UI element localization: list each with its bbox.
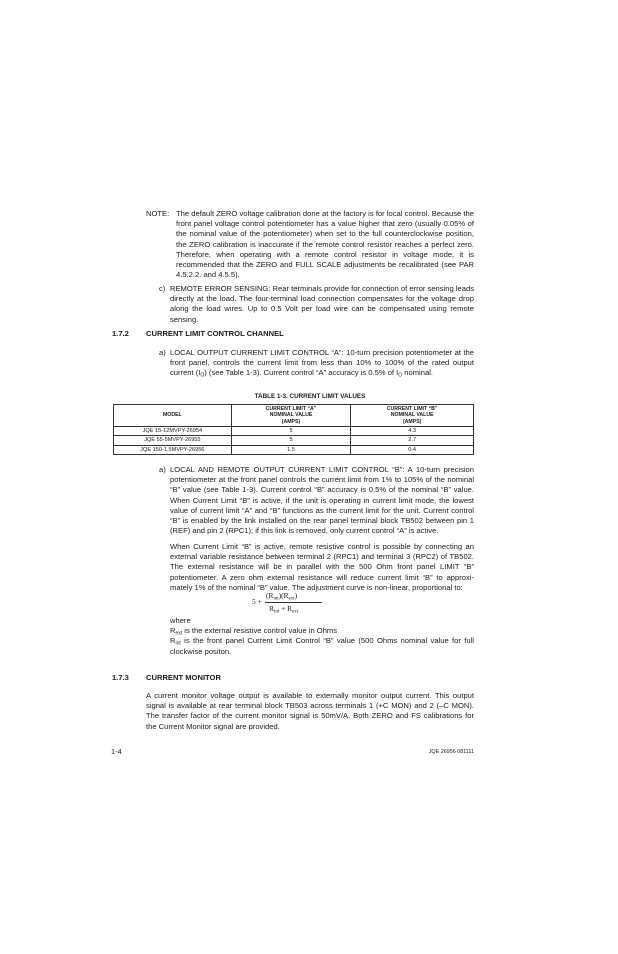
item-marker: c) <box>159 284 166 293</box>
remote-error-sensing-text: REMOTE ERROR SENSING: Rear terminals provide for connection of error sensing leads directly at the load. The four-terminal load connection compensates for the voltage drop along the load wires. Up to 0.5 Volt per load wire can be compensated using remote sensing. <box>170 284 474 324</box>
table-caption: TABLE 1-3. CURRENT LIMIT VALUES <box>254 393 366 400</box>
formula-numerator: $(R_{int})(R_{ext})$ <box>266 591 298 602</box>
table-cell: 2.7 <box>351 436 474 445</box>
where-word: where <box>170 616 191 625</box>
page-number: 1-4 <box>111 747 122 756</box>
document-id: JQE 26956 081111 <box>428 749 474 755</box>
column-header: CURRENT LIMIT “B” NOMINAL VALUE (AMPS) <box>351 405 474 427</box>
table-row <box>114 427 474 436</box>
table-row <box>114 436 474 445</box>
table-header-row <box>114 405 474 427</box>
current-limit-a-text: LOCAL OUTPUT CURRENT LIMIT CONTROL “A”: 10-turn precision potentiometer at the front panel, controls the current limit from less than 10% to 100% of the rated output current $(I_O)$ (see Table 1-3). Current control “A” accuracy is 0.5% of $I_O$ nominal. <box>170 348 474 379</box>
table-cell: JQE 150-1.5MVPY-26956 <box>114 445 232 454</box>
section-number: 1.7.3 <box>112 673 129 682</box>
table-cell: JQE 55-5MVPY-26955 <box>114 436 232 445</box>
current-limit-table <box>113 404 474 455</box>
column-header: CURRENT LIMIT “A” NOMINAL VALUE (AMPS) <box>231 405 351 427</box>
note-label: NOTE: <box>146 209 170 218</box>
section-title: CURRENT MONITOR <box>146 673 221 682</box>
section-title: CURRENT LIMIT CONTROL CHANNEL <box>146 329 284 338</box>
table-row <box>114 445 474 454</box>
item-marker: a) <box>159 348 166 357</box>
rint-definition: $R_{int}$ is the front panel Current Limit Control “B” value (500 Ohms nominal value for full clockwise positon. <box>170 636 474 656</box>
table-cell: 1.5 <box>231 445 351 454</box>
adjustment-formula <box>252 591 332 615</box>
note-text: The default ZERO voltage calibration done at the factory is for local control. Because the front panel voltage control potentiometer has a value higher that zero (usually 0.05% of the nominal value of the potentiometer) when set to the full counterclockwise position, the ZERO calibration is inaccurate if the remote control resistor reaches a perfect zero. Therefore, when operating with a remote control resistor in voltage mode, it is recommended that the ZERO and FULL SCALE adjustments be recalibrated (see PAR 4.5.2.2. and 4.5.5). <box>176 209 474 280</box>
section-number: 1.7.2 <box>112 329 129 338</box>
item-marker: a) <box>159 465 166 474</box>
table-cell: 5 <box>231 436 351 445</box>
formula-prefix: 5 + <box>252 597 262 606</box>
remote-resistive-control-paragraph: When Current Limit “B” is active, remote resistive control is possible by connecting an external variable resistance between terminal 2 (RPC1) and terminal 3 (RPC2) of TB502. The external resistance will be in parallel with the 500 Ohm front panel LIMIT “B” potentiometer. A zero ohm external resistance will reduce current limit “B” to approxi-mately 1% of the nominal “B” value. The adjustment curve is non-linear, proportional to: <box>170 542 474 592</box>
formula-denominator: $R_{int} + R_{ext}$ <box>269 604 299 615</box>
table-cell: 0.4 <box>351 445 474 454</box>
table-cell: 4.3 <box>351 427 474 436</box>
fraction-bar <box>265 602 322 603</box>
current-limit-b-text: LOCAL AND REMOTE OUTPUT CURRENT LIMIT CONTROL “B”: A 10-turn precision potentiometer at the front panel controls the current limit from 1% to 105% of the nominal “B” value (see Table 1-3). Current control “B” accuracy is 0.5% of the nominal “B” value. When Current Limit “B” is active, if the unit is operating in current limit mode, the lowest value of current limit “A” and “B” functions as the current limit for the unit. Current control “B” is enabled by the link installed on the rear panel terminal block TB502 between pin 1 (REF) and pin 2 (RPC1); if this link is removed, only current control “A” is active. <box>170 465 474 536</box>
where-block <box>170 616 474 657</box>
table-cell: JQE 15-12MVPY-26954 <box>114 427 232 436</box>
current-monitor-text: A current monitor voltage output is available to externally monitor output current. This output signal is available at rear terminal block TB503 across terminals 1 (+C MON) and 2 (–C MON). The transfer factor of the current monitor signal is 50mV/A. Both ZERO and FS calibrations for the Current Monitor signal are provided. <box>146 691 474 731</box>
table-cell: 5 <box>231 427 351 436</box>
column-header: MODEL <box>114 405 232 427</box>
rext-definition: $R_{ext}$ is the external resistive control value in Ohms <box>170 626 338 637</box>
